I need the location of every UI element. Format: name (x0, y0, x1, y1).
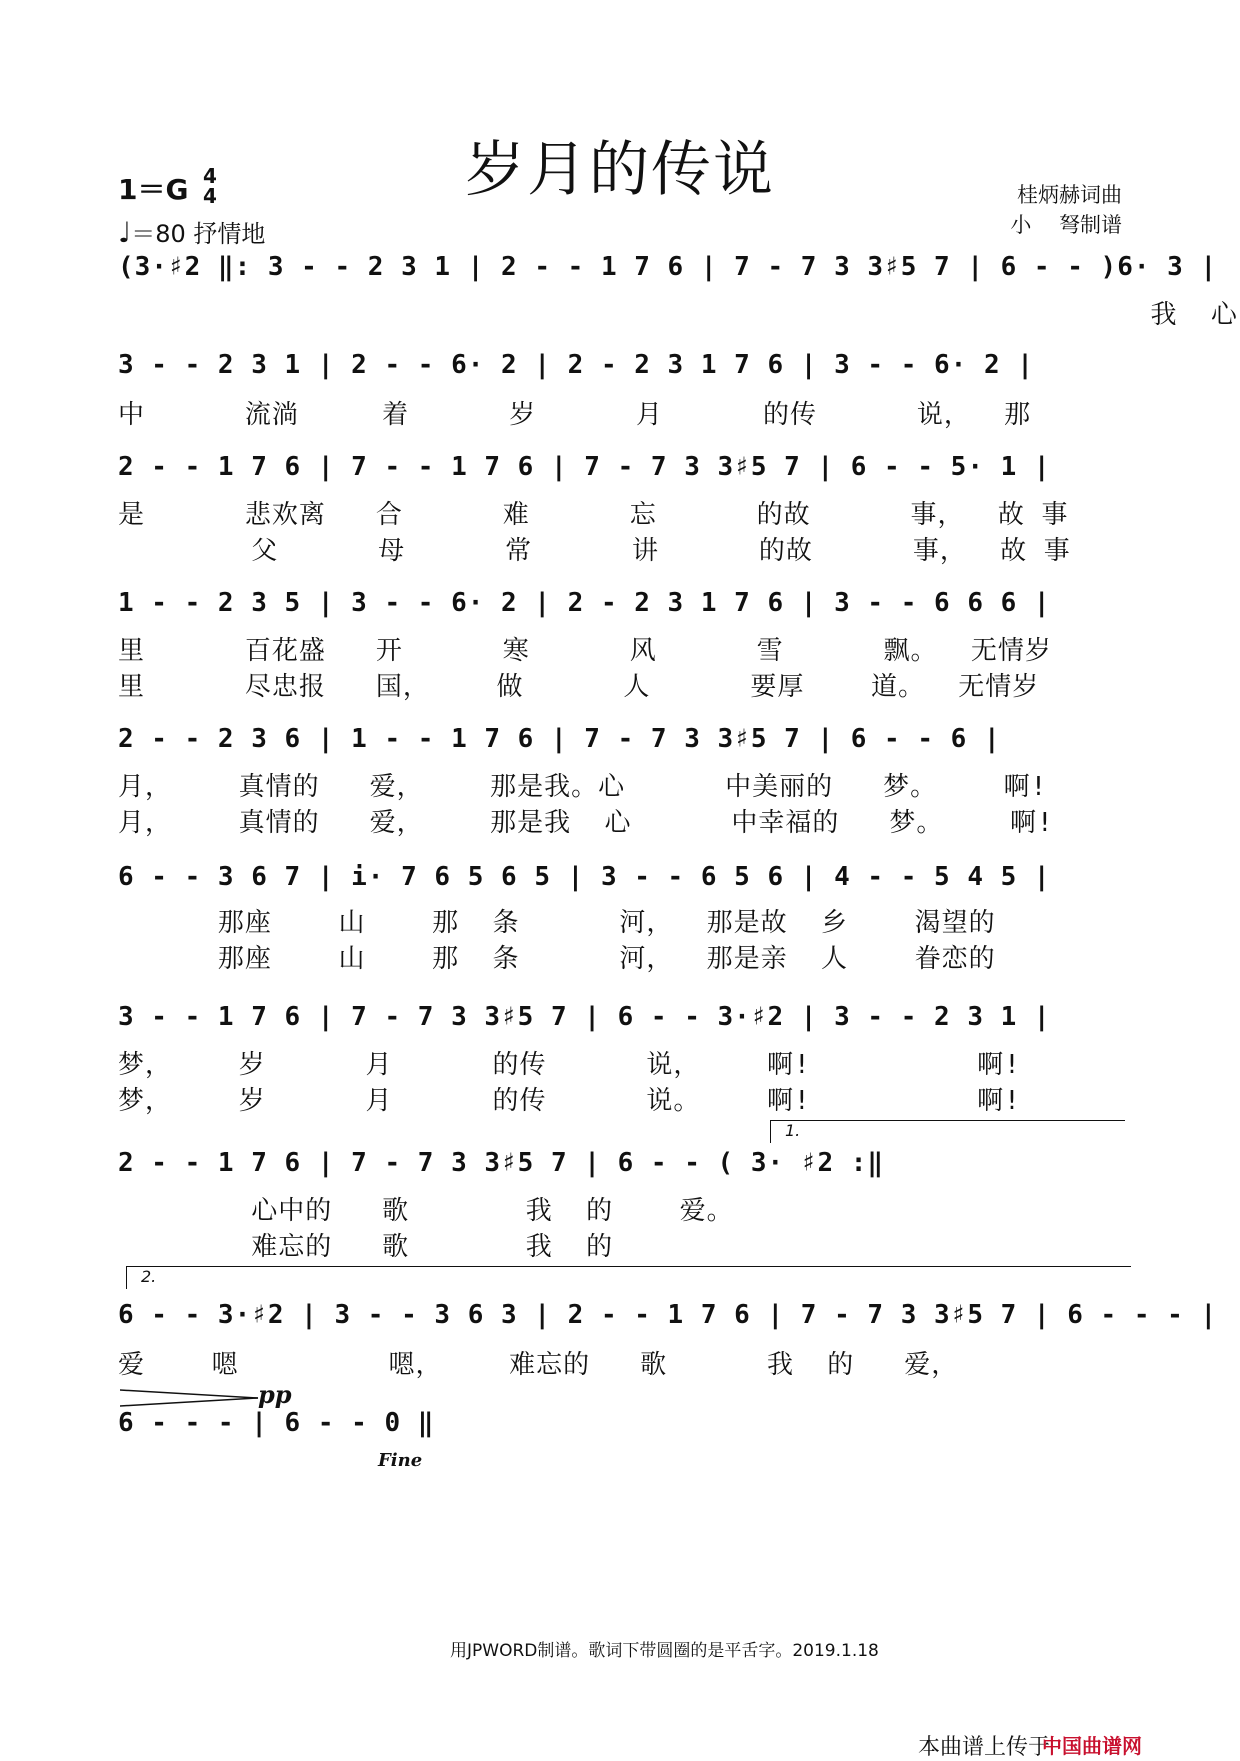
lyric-line-1-verse-1: 我 心 (118, 300, 1238, 330)
time-signature-top: 4 (203, 164, 217, 188)
notation-line-2: 3 - - 2 3 1 | 2 - - 6· 2 | 2 - 2 3 1 7 6 | 3 - - 6· 2 | (118, 350, 1034, 380)
notation-line-8: 2 - - 1 7 6 | 7 - 7 3 3♯5 7 | 6 - - ( 3· ♯2 :‖ (118, 1148, 885, 1178)
lyric-line-4-verse-1: 里 百花盛 开 寒 风 雪 飘。 无情岁 (118, 636, 1052, 666)
notation-line-5: 2 - - 2 3 6 | 1 - - 1 7 6 | 7 - 7 3 3♯5 7 | 6 - - 6 | (118, 724, 1001, 754)
time-signature-bottom: 4 (203, 184, 217, 208)
lyric-line-4-verse-2: 里 尽忠报 国， 做 人 要厚 道。 无情岁 (118, 672, 1040, 702)
lyricist-composer: 桂炳赫词曲 (1017, 183, 1122, 207)
key-signature: 1＝G (118, 173, 189, 206)
decrescendo-hairpin (120, 1388, 260, 1408)
notation-line-10: 6 - - - | 6 - - 0 ‖ (118, 1408, 435, 1438)
notation-line-6: 6 - - 3 6 7 | i· 7 6 5 6 5 | 3 - - 6 5 6 | 4 - - 5 4 5 | (118, 862, 1051, 892)
lyric-line-5-verse-1: 月， 真情的 爱， 那是我。心 中美丽的 梦。 啊! (118, 772, 1048, 802)
notation-line-9: 6 - - 3·♯2 | 3 - - 3 6 3 | 2 - - 1 7 6 | 7 - 7 3 3♯5 7 | 6 - - - | (118, 1300, 1218, 1330)
expression-text: 抒情地 (193, 220, 266, 248)
lyric-line-8-verse-2: 难忘的 歌 我 的 (118, 1232, 614, 1262)
second-ending-bracket: 2. (126, 1266, 1131, 1289)
engraver: 小 弩制谱 (1010, 213, 1122, 237)
lyric-line-5-verse-2: 月， 真情的 爱， 那是我 心 中幸福的 梦。 啊! (118, 808, 1054, 838)
notation-line-7: 3 - - 1 7 6 | 7 - 7 3 3♯5 7 | 6 - - 3·♯2 | 3 - - 2 3 1 | (118, 1002, 1051, 1032)
notation-line-1: (3·♯2 ‖: 3 - - 2 3 1 | 2 - - 1 7 6 | 7 - 7 3 3♯5 7 | 6 - - )6· 3 | (118, 252, 1218, 282)
tempo-value: ＝80 (131, 220, 186, 248)
footer-note: 用JPWORD制谱。歌词下带圆圈的是平舌字。2019.1.18 (450, 1641, 879, 1661)
fine-mark: Fine (378, 1450, 423, 1471)
lyric-line-7-verse-2: 梦， 岁 月 的传 说。 啊! 啊! (118, 1086, 1021, 1116)
notation-line-4: 1 - - 2 3 5 | 3 - - 6· 2 | 2 - 2 3 1 7 6 | 3 - - 6 6 6 | (118, 588, 1051, 618)
notation-line-3: 2 - - 1 7 6 | 7 - - 1 7 6 | 7 - 7 3 3♯5 7 | 6 - - 5· 1 | (118, 452, 1051, 482)
quarter-note-icon: ♩ (118, 216, 132, 249)
lyric-line-8-verse-1: 心中的 歌 我 的 爱。 (118, 1196, 734, 1226)
lyric-line-7-verse-1: 梦， 岁 月 的传 说， 啊! 啊! (118, 1050, 1021, 1080)
lyric-line-6-verse-2: 那座 山 那 条 河， 那是亲 人 眷恋的 (118, 944, 996, 974)
time-signature (203, 166, 217, 206)
lyric-line-3-verse-2: 父 母 常 讲 的故 事， 故 事 (118, 536, 1071, 566)
upload-text: 本曲谱上传于 (918, 1735, 1051, 1760)
lyric-line-6-verse-1: 那座 山 那 条 河， 那是故 乡 渴望的 (118, 908, 996, 938)
tempo-marking (118, 214, 265, 249)
lyric-line-2-verse-1: 中 流淌 着 岁 月 的传 说， 那 (118, 400, 1032, 430)
first-ending-bracket: 1. (770, 1120, 1125, 1143)
site-logo: 中国曲谱网 (1042, 1734, 1142, 1758)
pianissimo-mark: pp (258, 1380, 292, 1409)
song-title: 岁月的传说 (465, 135, 775, 205)
lyric-line-9-verse-1: 爱 嗯 嗯， 难忘的 歌 我 的 爱， (118, 1350, 959, 1380)
credits (1010, 180, 1122, 240)
lyric-line-3-verse-1: 是 悲欢离 合 难 忘 的故 事， 故 事 (118, 500, 1069, 530)
